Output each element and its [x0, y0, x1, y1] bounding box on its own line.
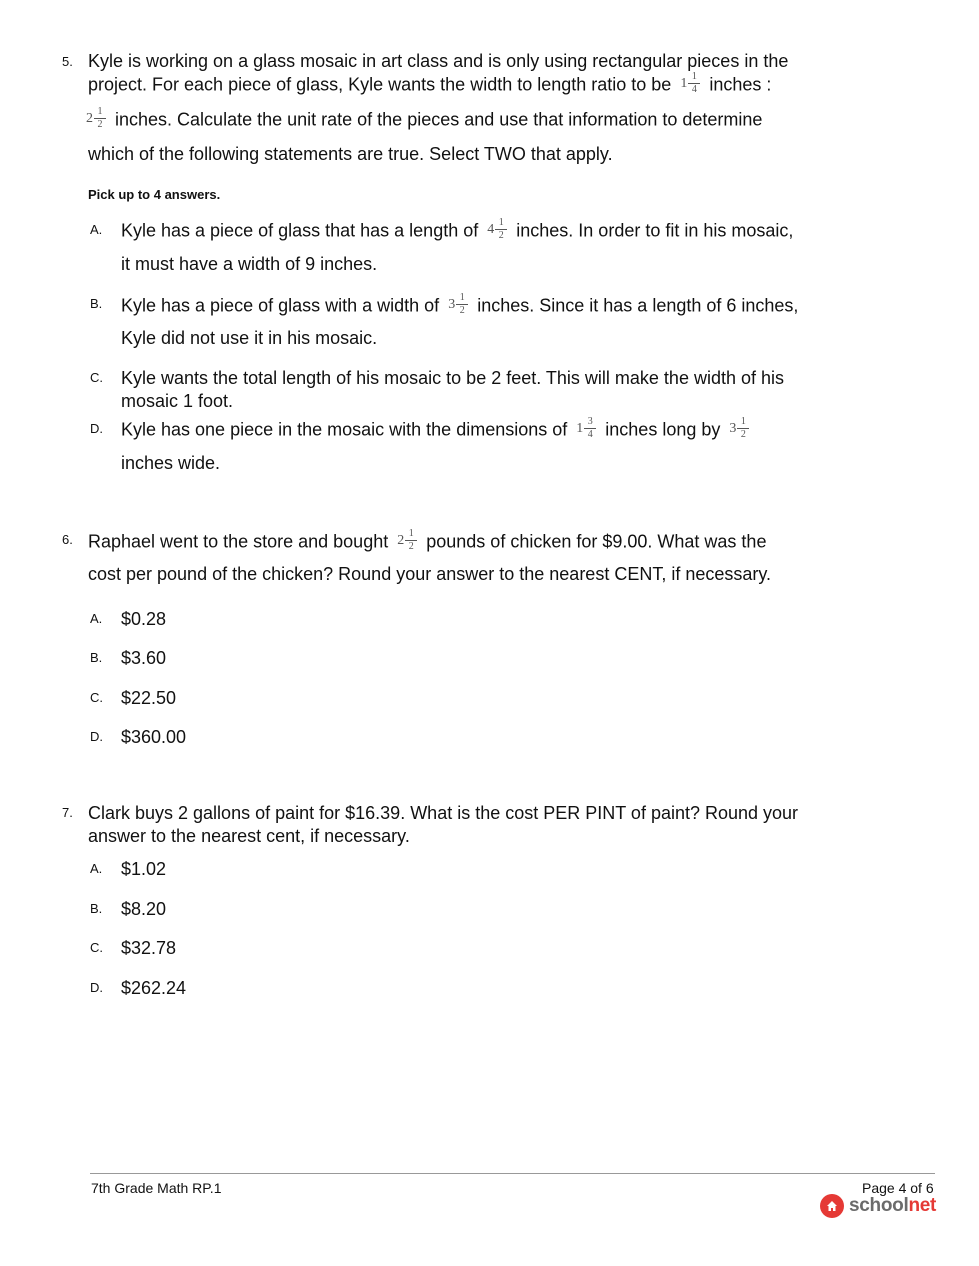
pick-note: Pick up to 4 answers. — [88, 187, 221, 202]
option-text: $0.28 — [121, 609, 167, 629]
option-letter: C. — [90, 940, 103, 955]
question-text-line: Clark buys 2 gallons of paint for $16.39. What is the cost PER PINT of paint? Round your — [88, 803, 799, 823]
question-text-line — [88, 71, 772, 97]
option-text: mosaic 1 foot. — [121, 391, 234, 411]
option-letter: D. — [90, 421, 103, 436]
question-number: 5. — [62, 54, 73, 69]
option-letter: D. — [90, 729, 103, 744]
option-letter: B. — [90, 901, 103, 916]
mixed-fraction: 4 1 2 — [487, 218, 507, 241]
option-text: Kyle has a piece of glass that has a length of 4 1 2 inches. In order to fit in his mosaic, — [121, 217, 794, 241]
question-number: 7. — [62, 805, 73, 820]
option-text: it must have a width of 9 inches. — [121, 254, 378, 274]
option-text: $3.60 — [121, 648, 167, 668]
option-text: Kyle wants the total length of his mosaic to be 2 feet. This will make the width of his — [121, 368, 785, 388]
footer-course-title: 7th Grade Math RP.1 — [91, 1180, 222, 1196]
schoolnet-logo — [820, 1194, 936, 1218]
footer-divider — [90, 1173, 935, 1174]
option-letter: A. — [90, 222, 103, 237]
mixed-fraction: 3 1 2 — [729, 417, 749, 440]
house-icon — [820, 1194, 844, 1218]
question-number: 6. — [62, 532, 73, 547]
option-text: $8.20 — [121, 899, 167, 919]
logo-wordmark: schoolnet — [849, 1195, 937, 1216]
question-text-line: which of the following statements are true. Select TWO that apply. — [88, 144, 613, 164]
option-text: $1.02 — [121, 859, 167, 879]
question-text-line: Raphael went to the store and bought 2 1 2 pounds of chicken for $9.00. What was the — [88, 528, 767, 552]
question-text-line: Kyle is working on a glass mosaic in art class and is only using rectangular pieces in the — [88, 51, 789, 71]
option-text: $22.50 — [121, 688, 177, 708]
page-number: Page 4 of 6 — [862, 1180, 934, 1196]
mixed-fraction: 2 1 2 — [397, 529, 417, 552]
option-text: Kyle has a piece of glass with a width of 3 1 2 inches. Since it has a length of 6 inches, — [121, 292, 799, 316]
question-text: inches. Calculate the unit rate of the pieces and use that information to determine — [115, 109, 763, 130]
question-text: project. For each piece of glass, Kyle wants the width to length ratio to be — [88, 74, 672, 95]
question-text-line — [86, 106, 763, 132]
mixed-fraction: 1 1 4 — [680, 72, 700, 95]
mixed-fraction: 3 1 2 — [448, 293, 468, 316]
question-text-line: cost per pound of the chicken? Round your answer to the nearest CENT, if necessary. — [88, 564, 772, 584]
option-text: inches wide. — [121, 453, 221, 473]
option-text: Kyle did not use it in his mosaic. — [121, 328, 378, 348]
option-text: $262.24 — [121, 978, 187, 998]
option-letter: A. — [90, 861, 103, 876]
question-text: inches : — [709, 74, 772, 95]
option-letter: C. — [90, 690, 103, 705]
option-text: $360.00 — [121, 727, 187, 747]
mixed-fraction: 2 1 2 — [86, 107, 106, 130]
option-letter: B. — [90, 650, 103, 665]
option-letter: D. — [90, 980, 103, 995]
mixed-fraction: 1 3 4 — [576, 417, 596, 440]
option-letter: C. — [90, 370, 103, 385]
question-text-line: answer to the nearest cent, if necessary. — [88, 826, 410, 846]
option-text: Kyle has one piece in the mosaic with the dimensions of 1 3 4 inches long by 3 1 2 — [121, 419, 753, 442]
option-letter: B. — [90, 296, 103, 311]
option-letter: A. — [90, 611, 103, 626]
option-text: $32.78 — [121, 938, 177, 958]
